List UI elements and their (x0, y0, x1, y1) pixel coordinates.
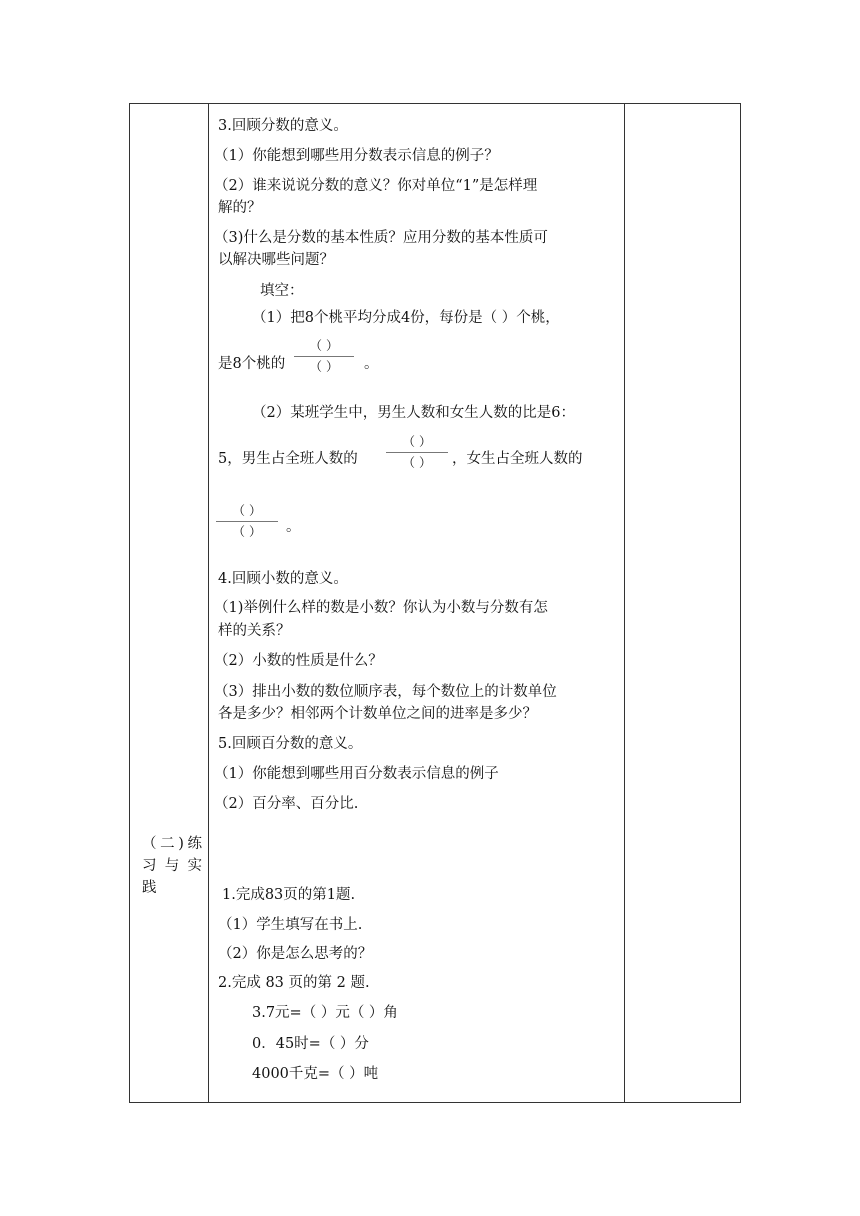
fraction-bar (216, 521, 278, 522)
fill-q1-line2-suffix: 。 (364, 356, 379, 372)
side-label-line-1: （二)练 (142, 836, 202, 852)
section4-q2: （2）小数的性质是什么？ (214, 653, 383, 669)
fill-q1-line2-prefix: 是8个桃的 (218, 356, 286, 372)
fraction-blank-2 (386, 435, 448, 470)
section3-title: 3.回顾分数的意义。 (218, 118, 348, 134)
fraction-bar (386, 452, 448, 453)
fill-q2-line1: （2）某班学生中，男生人数和女生人数的比是6： (252, 405, 575, 421)
fraction-blank-3-denominator: （ ） (232, 524, 262, 539)
section3-q2-line1: （2）谁来说说分数的意义？你对单位“1”是怎样理 (214, 178, 538, 194)
fill-q2-line3-suffix: 。 (286, 519, 301, 535)
side-label-line-3: 践 (142, 880, 157, 896)
practice-exercise-3: 4000千克=（ ）吨 (252, 1066, 379, 1082)
section4-q1-line2: 样的关系？ (218, 623, 291, 639)
fraction-bar (294, 356, 354, 357)
section4-q3-line1: （3）排出小数的数位顺序表，每个数位上的计数单位 (214, 684, 557, 700)
fraction-blank-3 (216, 504, 278, 539)
fill-q2-line2-prefix: 5，男生占全班人数的 (218, 451, 358, 467)
fill-q2-line2-mid: ，女生占全班人数的 (452, 451, 583, 467)
section5-q2: （2）百分率、百分比. (214, 796, 359, 812)
fraction-blank-2-numerator: （ ） (402, 434, 432, 449)
section3-q3-line1: （3)什么是分数的基本性质？应用分数的基本性质可 (214, 230, 548, 246)
lesson-table (129, 103, 741, 1103)
section4-q1-line1: （1)举例什么样的数是小数？你认为小数与分数有怎 (214, 600, 548, 616)
practice-1-q1: （1）学生填写在书上. (218, 917, 363, 933)
practice-1-title: 1.完成83页的第1题. (222, 887, 356, 903)
fraction-blank-3-numerator: （ ） (232, 503, 262, 518)
fraction-blank-1-numerator: （ ） (309, 338, 339, 353)
practice-exercise-1: 3.7元=（ ）元（ ）角 (252, 1005, 398, 1021)
side-label-line-2: 习与实 (142, 858, 202, 874)
column-divider-1 (208, 104, 209, 1102)
fraction-blank-2-denominator: （ ） (402, 455, 432, 470)
section5-q1: （1）你能想到哪些用百分数表示信息的例子 (214, 766, 499, 782)
practice-2-title: 2.完成 83 页的第 2 题. (218, 975, 370, 991)
section3-q3-line2: 以解决哪些问题？ (218, 252, 334, 268)
practice-exercise-2: 0．45时=（ ）分 (252, 1036, 369, 1052)
section3-q1: （1）你能想到哪些用分数表示信息的例子？ (214, 148, 499, 164)
practice-1-q2: （2）你是怎么思考的？ (218, 946, 373, 962)
section4-title: 4.回顾小数的意义。 (218, 571, 348, 587)
fill-q1-line1: （1）把8个桃平均分成4份，每份是（ ）个桃， (252, 310, 560, 326)
section5-title: 5.回顾百分数的意义。 (218, 736, 363, 752)
fraction-blank-1 (294, 339, 354, 374)
side-label (142, 833, 202, 899)
fraction-blank-1-denominator: （ ） (309, 359, 339, 374)
section3-q2-line2: 解的？ (218, 200, 262, 216)
column-divider-2 (624, 104, 625, 1102)
fill-title: 填空： (260, 283, 304, 299)
section4-q3-line2: 各是多少？相邻两个计数单位之间的进率是多少？ (218, 706, 537, 722)
